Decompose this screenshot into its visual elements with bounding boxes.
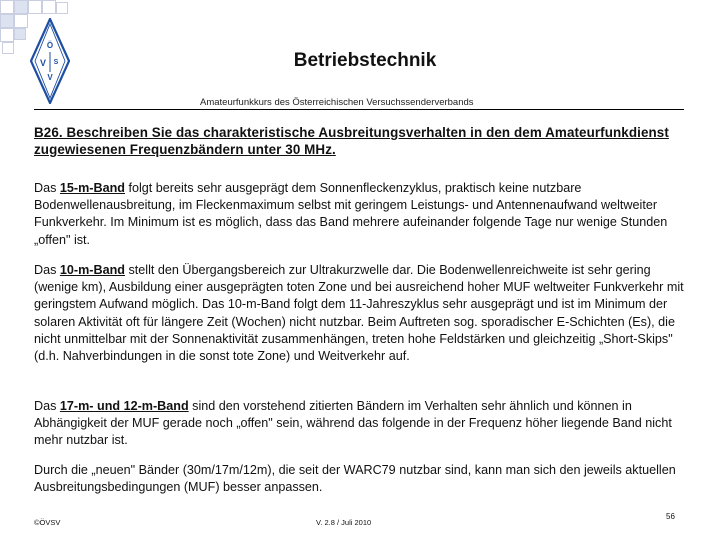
question-heading: B26. Beschreiben Sie das charakteristische Ausbreitungsverhalten in den dem Amateurfunkdienst zugewiesenen Frequenzbändern unter 30 MHz.: [34, 125, 669, 157]
page-subtitle: Amateurfunkkurs des Österreichischen Versuchssenderverbands: [200, 97, 474, 108]
paragraph-15m: Das 15-m-Band folgt bereits sehr ausgeprägt dem Sonnenfleckenzyklus, praktisch keine nutzbare Bodenwellenausbreitung, im Fleckenmaximum selbst mit geringem Leistungs- und Antennenaufwand weltweiter Funkverkehr. Im Minimum ist es möglich, dass das Band mehrere aufeinander folgende Tage nur wenige Stunden „offen" ist.: [34, 181, 668, 247]
band-label: 17-m- und 12-m-Band: [59, 399, 189, 413]
paragraph-10m: Das 10-m-Band stellt den Übergangsbereich zur Ultrakurzwelle dar. Die Bodenwellenreichweite ist sehr gering (wenige km), Ausbildung einer ausgeprägten toten Zone und bei ausreichend hoher MUF weltweiter Funkverkehr mit geringstem Aufwand möglich. Das 10-m-Band folgt dem 11-Jahreszyklus sehr ausgeprägt und ist im Minimum der solaren Aktivität oft für längere Zeit (Wochen) nicht nutzbar. Beim Auftreten sog. sporadischer E-Schichten (Es), die nicht unmittelbar mit der Sonnenaktivität zusammenhängen, treten hohe Feldstärken und gleichzeitig „Short-Skips" (d.h. Nahverbindungen in die sonst tote Zone) und Weitverkehr auf.: [34, 263, 684, 364]
footer-version: V. 2.8 / Juli 2010: [316, 518, 372, 527]
svg-text:Ö: Ö: [46, 41, 54, 50]
page-number: 56: [666, 512, 675, 521]
page-title: Betriebstechnik: [293, 50, 437, 71]
band-label: 10-m-Band: [59, 263, 125, 277]
paragraph-17m-12m: Das 17-m- und 12-m-Band sind den vorstehend zitierten Bändern im Verhalten sehr ähnlich und können in Abhängigkeit der MUF gerade noch „offen" sein, während das folgende in der Frequenz höher liegende Band nicht mehr nutzbar ist.: [34, 399, 672, 448]
header-divider: [34, 109, 684, 110]
svg-text:V: V: [47, 73, 53, 82]
svg-text:V: V: [39, 58, 47, 68]
svg-text:S: S: [53, 59, 59, 66]
band-label: 15-m-Band: [59, 181, 125, 195]
paragraph-warc: Durch die „neuen" Bänder (30m/17m/12m), die seit der WARC79 nutzbar sind, kann man sich den jeweils aktuellen Ausbreitungsbedingungen (MUF) besser anpassen.: [34, 463, 676, 495]
footer-copyright: ©ÖVSV: [34, 518, 61, 527]
